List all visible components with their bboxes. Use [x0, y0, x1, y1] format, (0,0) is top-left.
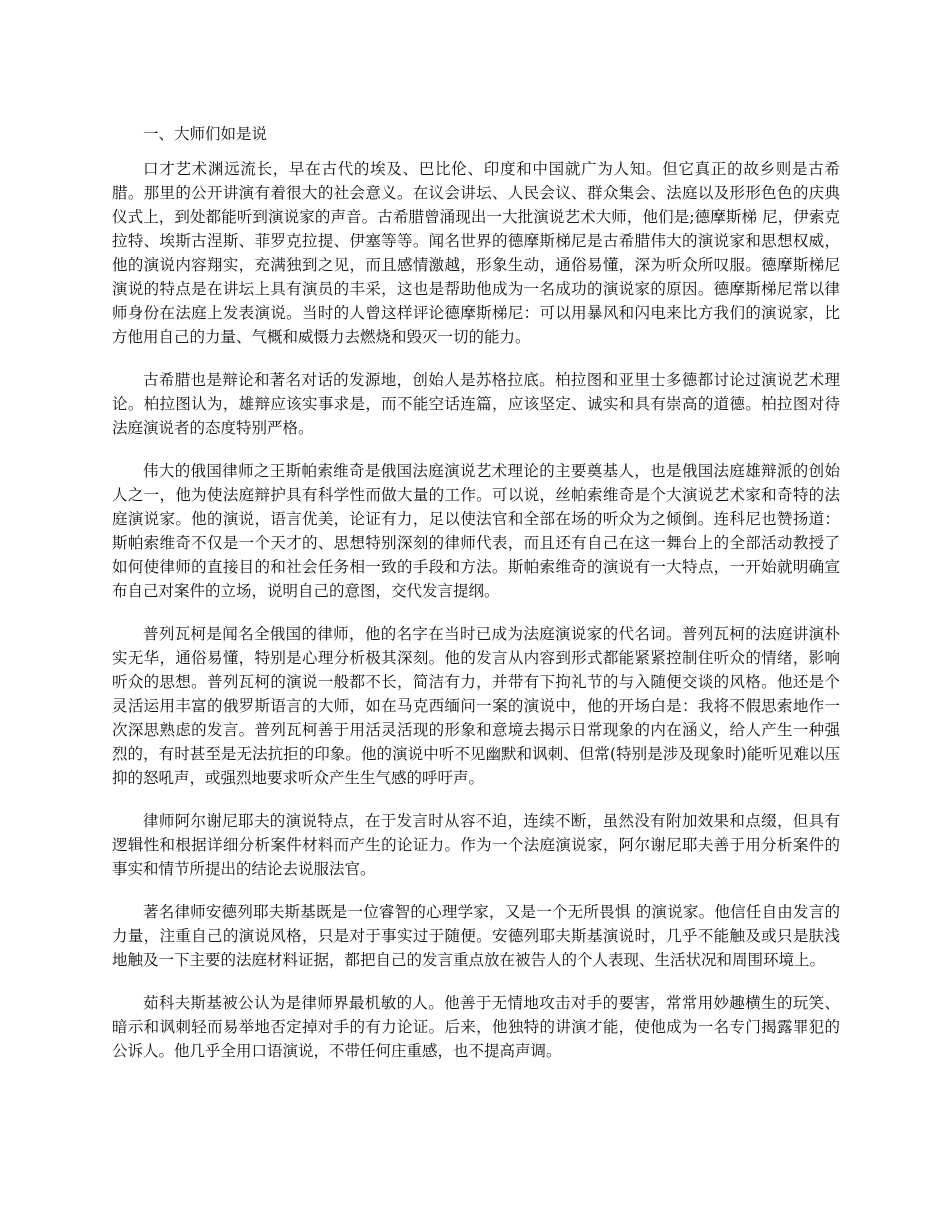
- section-heading: 一、大师们如是说: [143, 125, 268, 143]
- document-body: [112, 122, 840, 1082]
- paragraph-1: 口才艺术渊远流长，早在古代的埃及、巴比伦、印度和中国就广为人知。但它真正的故乡则是古希腊。那里的公开讲演有着很大的社会意义。在议会讲坛、人民会议、群众集会、法庭以及形形色色的庆典仪式上，到处都能听到演说家的声音。古希腊曾涌现出一大批演说艺术大师，他们是;德摩斯梯 尼，伊索克拉特、埃斯古涅斯、菲罗克拉提、伊塞等等。闻名世界的德摩斯梯尼是古希腊伟大的演说家和思想权威，他的演说内容翔实，充满独到之见，而且感情激越，形象生动，通俗易懂，深为听众所叹服。德摩斯梯尼演说的特点是在讲坛上具有演员的丰采，这也是帮助他成为一名成功的演说家的原因。德摩斯梯尼常以律师身份在法庭上发表演说。当时的人曾这样评论德摩斯梯尼：可以用暴风和闪电来比方我们的演说家，比方他用自己的力量、气概和威慑力去燃烧和毁灭一切的能力。: [112, 160, 840, 346]
- paragraph-5: 律师阿尔谢尼耶夫的演说特点，在于发言时从容不迫，连续不断，虽然没有附加效果和点缀，但具有逻辑性和根据详细分析案件材料而产生的论证力。作为一个法庭演说家，阿尔谢尼耶夫善于用分析案件的事实和情节所提出的结论去说服法官。: [112, 812, 840, 878]
- paragraph-2: 古希腊也是辩论和著名对话的发源地，创始人是苏格拉底。柏拉图和亚里士多德都讨论过演说艺术理论。柏拉图认为，雄辩应该实事求是，而不能空话连篇，应该坚定、诚实和具有崇高的道德。柏拉图对待法庭演说者的态度特别严格。: [112, 371, 840, 437]
- paragraph-4: 普列瓦柯是闻名全俄国的律师，他的名字在当时已成为法庭演说家的代名词。普列瓦柯的法庭讲演朴实无华，通俗易懂，特别是心理分析极其深刻。他的发言从内容到形式都能紧紧控制住听众的情绪，影响听众的思想。普列瓦柯的演说一般都不长，简洁有力，并带有下拘礼节的与入随便交谈的风格。他还是个灵活运用丰富的俄罗斯语言的大师，如在马克西缅问一案的演说中，他的开场白是：我将不假思索地作一次深思熟虑的发言。普列瓦柯善于用活灵活现的形象和意境去揭示日常现象的内在涵义，给人产生一种强烈的，有时甚至是无法抗拒的印象。他的演说中听不见幽默和讽刺、但常(特别是涉及现象时)能听见难以压抑的怒吼声，或强烈地要求听众产生生气感的呼吁声。: [112, 625, 840, 787]
- paragraph-3: 伟大的俄国律师之王斯帕索维奇是俄国法庭演说艺术理论的主要奠基人，也是俄国法庭雄辩派的创始人之一，他为使法庭辩护具有科学性而做大量的工作。可以说，丝帕索维奇是个大演说艺术家和奇特的法庭演说家。他的演说，语言优美，论证有力，足以使法官和全部在场的听众为之倾倒。连科尼也赞扬道：斯帕索维奇不仅是一个天才的、思想特别深刻的律师代表，而且还有自己在这一舞台上的全部活动教授了如何使律师的直接目的和社会任务相一致的手段和方法。斯帕索维奇的演说有一大特点，一开始就明确宣布自己对案件的立场，说明自己的意图，交代发言提纲。: [112, 462, 840, 600]
- paragraph-7: 茹科夫斯基被公认为是律师界最机敏的人。他善于无情地攻击对手的要害，常常用妙趣横生的玩笑、暗示和讽刺轻而易举地否定掉对手的有力论证。后来，他独特的讲演才能，使他成为一名专门揭露罪犯的公诉人。他几乎全用口语演说，不带任何庄重感，也不提高声调。: [112, 994, 840, 1060]
- paragraph-6: 著名律师安德列耶夫斯基既是一位睿智的心理学家，又是一个无所畏惧 的演说家。他信任自由发言的力量，注重自己的演说风格，只是对于事实过于随便。安德列耶夫斯基演说时，几乎不能触及或只是肤浅地触及一下主要的法庭材料证据，都把自己的发言重点放在被告人的个人表现、生活状况和周围环境上。: [112, 903, 840, 969]
